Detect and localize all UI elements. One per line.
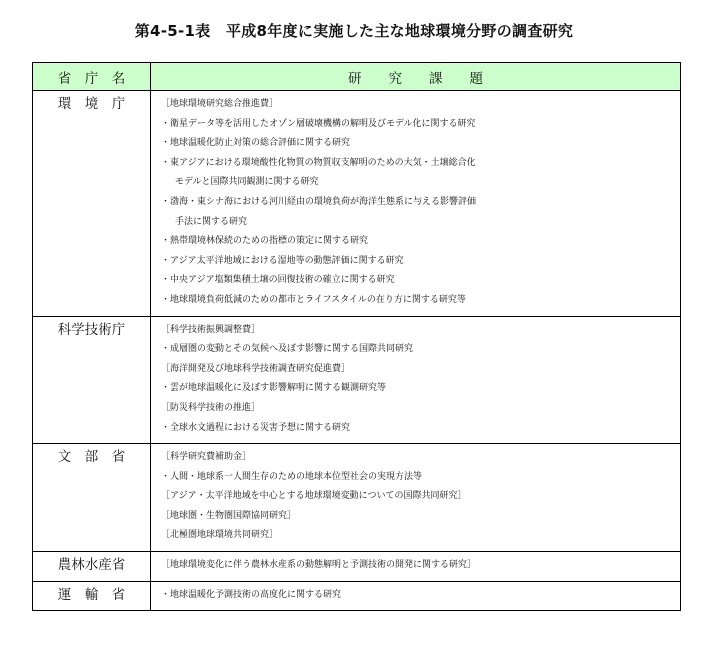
- funding-category: ［地球圏・生物圏国際協同研究］: [161, 510, 297, 521]
- funding-category: ［海洋開発及び地球科学技術調査研究促進費］: [161, 363, 351, 374]
- table-title: 第4-5-1表 平成8年度に実施した主な地球環境分野の調査研究: [134, 22, 574, 40]
- table-row: [33, 444, 681, 552]
- funding-category: ［北極圏地球環境共同研究］: [161, 530, 279, 541]
- research-topic: ・人間・地球系一人間生存のための地球本位型社会の実現方法等: [161, 471, 423, 482]
- research-topic: ・アジア太平洋地域における湿地等の動態評価に関する研究: [161, 255, 404, 266]
- topics-cell: [151, 91, 681, 317]
- ministry-cell: 農林水産省: [33, 552, 151, 582]
- research-topic: 手法に関する研究: [175, 216, 248, 227]
- research-topic: ・地球温暖化予測技術の高度化に関する研究: [161, 589, 342, 600]
- funding-category: ［科学研究費補助金］: [161, 452, 252, 463]
- table-row: [33, 581, 681, 611]
- topics-cell: [151, 581, 681, 611]
- ministry-cell: 科学技術庁: [33, 316, 151, 444]
- research-table: [32, 62, 681, 611]
- research-topic: ・中央アジア塩類集積土壌の回復技術の確立に関する研究: [161, 275, 395, 286]
- research-topic: ・渤海・東シナ海における河川経由の環境負荷が海洋生態系に与える影響評価: [161, 196, 477, 207]
- funding-category: ［地球環境変化に伴う農林水産系の動態解明と予測技術の開発に関する研究］: [161, 560, 477, 571]
- research-topic: ・熱帯環境林保続のための指標の策定に関する研究: [161, 236, 369, 247]
- research-topic: ・衛星データ等を活用したオゾン層破壊機構の解明及びモデル化に関する研究: [161, 118, 476, 129]
- topics-cell: [151, 444, 681, 552]
- ministry-column-header: 省 庁 名: [33, 63, 151, 91]
- table-row: [33, 316, 681, 444]
- funding-category: ［アジア・太平洋地域を中心とする地球環境変動についての国際共同研究］: [161, 491, 467, 502]
- research-topic: ・東アジアにおける環境酸性化物質の物質収支解明のための大気・土壌総合化: [161, 157, 476, 168]
- research-topic: ・全球水文過程における災害予想に関する研究: [161, 422, 351, 433]
- header-row: [33, 63, 681, 91]
- research-topic: ・地球温暖化防止対策の総合評価に関する研究: [161, 138, 351, 149]
- funding-category: ［防災科学技術の推進］: [161, 402, 261, 413]
- research-topic: ・成層圏の変動とその気候へ及ぼす影響に関する国際共同研究: [161, 344, 414, 355]
- ministry-cell: 文 部 省: [33, 444, 151, 552]
- ministry-cell: 運 輸 省: [33, 581, 151, 611]
- table-row: [33, 91, 681, 317]
- research-topic: ・雲が地球温暖化に及ぼす影響解明に関する観測研究等: [161, 383, 387, 394]
- topic-column-header: 研 究 課 題: [151, 63, 681, 91]
- funding-category: ［科学技術振興調整費］: [161, 324, 261, 335]
- ministry-cell: 環 境 庁: [33, 91, 151, 317]
- research-topic: ・地球環境負荷低減のための都市とライフスタイルの在り方に関する研究等: [161, 294, 466, 305]
- research-topic: モデルと国際共同観測に関する研究: [175, 177, 319, 188]
- topics-cell: [151, 552, 681, 582]
- topics-cell: [151, 316, 681, 444]
- funding-category: ［地球環境研究総合推進費］: [161, 99, 279, 109]
- table-row: [33, 552, 681, 582]
